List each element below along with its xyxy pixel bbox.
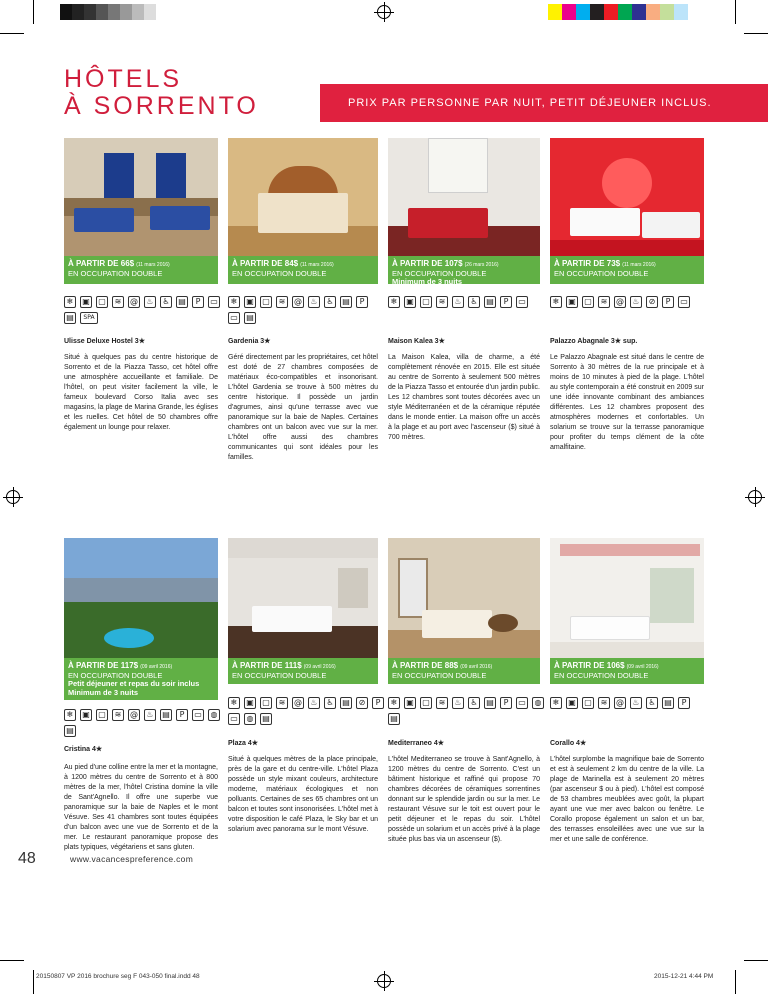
elevator-icon: ▤ [260, 713, 272, 725]
hotel-name: Mediterraneo 4★ [388, 740, 445, 747]
tv-icon: ▣ [566, 296, 578, 308]
safe-icon: ▢ [420, 697, 432, 709]
hotel-photo-ulisse [64, 138, 218, 256]
tv-icon: ▣ [244, 296, 256, 308]
hotel-photo-kalea [388, 138, 540, 256]
amenity-icons-cristina [64, 709, 220, 737]
safe-icon: ▢ [582, 697, 594, 709]
accessible-icon: ♿ [324, 697, 336, 709]
hotel-description: Situé à quelques pas du centre historique de Sorrento et de la Piazza Tasso, cet hôtel offre une atmosphère accueillante et familiale. De l'hôtel, on peut visiter facilement la ville, le fameux boulevard Corso Italia avec ses magasins, la plage de Marina Grande, les églises et les ruelles. Cet hôtel de 50 chambres offre également un lounge pour relaxer. [64, 354, 218, 431]
tv-icon: ▣ [404, 296, 416, 308]
crop-mark [0, 33, 24, 34]
accessible-icon: ♿ [646, 697, 658, 709]
hotel-photo-plaza [228, 538, 378, 658]
parking-icon: P [192, 296, 204, 308]
pool-icon: ♨ [630, 296, 642, 308]
wifi-icon: ≋ [276, 697, 288, 709]
no-smoking-icon: ⊘ [356, 697, 368, 709]
spa-icon: SPA [80, 312, 98, 324]
parking-icon: P [500, 697, 512, 709]
file-slug: 20150807 VP 2016 brochure seg F 043-050 final.indd 48 [36, 973, 200, 980]
elevator-icon: ▤ [176, 296, 188, 308]
air-conditioning-icon: ❄ [228, 296, 240, 308]
page-title: HÔTELS À SORRENTO [64, 65, 259, 120]
hotel-description: L'hôtel surplombe la magnifique baie de Sorrento et est à seulement 2 km du centre de la ville. La plage de Marinella est à seulement 20 mètres (par ascenseur $ ou à pied). L'hôtel est composé de 53 chambres meublées avec goût, la plupart ayant une vue mer avec balcon ou fenêtre. Le Corallo propose également un salon et un bar, des terrasses ensoleillées avec une vue sur la mer et une salle de conférence. [550, 756, 704, 843]
air-conditioning-icon: ❄ [550, 296, 562, 308]
wifi-icon: ≋ [112, 709, 124, 721]
hotel-description: La Maison Kalea, villa de charme, a été complètement rénovée en 2015. Elle est située au centre de Sorrento à seulement 500 mètres de la Piazza Tasso et entourée d'un jardin public. Les 12 chambres sont toutes décorées avec un style Méditerranéen et de la céramique réputée dans le monde entier. La maison offre un accès à la plage et au port avec l'ascenseur ($) situé à 700 mètres. [388, 354, 540, 441]
safe-icon: ▢ [260, 296, 272, 308]
bed-icon: ▭ [228, 713, 240, 725]
pool-icon: ♨ [308, 697, 320, 709]
safe-icon: ▢ [96, 296, 108, 308]
crop-mark [744, 33, 768, 34]
print-date: 2015-12-21 4:44 PM [654, 973, 714, 980]
internet-icon: @ [616, 698, 624, 707]
elevator-icon: ▤ [64, 312, 76, 324]
no-smoking-icon: ⊘ [646, 296, 658, 308]
hotel-description: Situé à quelques mètres de la place principale, près de la gare et du centre-ville. L'hôtel Plaza possède un style mixant couleurs, architecture moderne, matériaux écologiques et non polluants. Certaines de ses 65 chambres ont un balcon et toutes sont insonorisées. L'hôtel met à votre disposition le café Plaza, le Sky bar et un solarium avec panorama sur le mont Vésuve. [228, 756, 378, 833]
wifi-icon: ≋ [436, 296, 448, 308]
parking-icon: P [662, 296, 674, 308]
hotel-name: Maison Kalea 3★ [388, 338, 445, 345]
internet-icon: @ [616, 297, 624, 306]
amenity-icons-abagnale [550, 296, 706, 308]
air-conditioning-icon: ❄ [388, 296, 400, 308]
amenity-icons-plaza [228, 697, 384, 725]
safe-icon: ▢ [582, 296, 594, 308]
pool-icon: ♨ [452, 296, 464, 308]
bed-icon: ▭ [678, 296, 690, 308]
pool-icon: ♨ [630, 697, 642, 709]
crop-mark [735, 0, 736, 24]
hotel-name: Cristina 4★ [64, 746, 103, 753]
price-band-cristina: À PARTIR DE 117$ (09 avril 2016) EN OCCUPATION DOUBLE Petit déjeuner et repas du soir inclus Minimum de 3 nuits [64, 658, 218, 700]
price-banner: PRIX PAR PERSONNE PAR NUIT, PETIT DÉJEUNER INCLUS. [320, 84, 768, 122]
crop-mark [0, 960, 24, 961]
hotel-name: Ulisse Deluxe Hostel 3★ [64, 338, 145, 345]
registration-mark [377, 974, 391, 988]
price-band-kalea: À PARTIR DE 107$ (26 mars 2016) EN OCCUPATION DOUBLE Minimum de 3 nuits [388, 256, 540, 284]
parking-icon: P [678, 697, 690, 709]
internet-icon: @ [294, 297, 302, 306]
pool-icon: ♨ [452, 697, 464, 709]
elevator-icon: ▤ [484, 697, 496, 709]
safe-icon: ▢ [420, 296, 432, 308]
amenity-icons-kalea [388, 296, 544, 308]
wifi-icon: ≋ [276, 296, 288, 308]
accessible-icon: ♿ [324, 296, 336, 308]
accessible-icon: ♿ [468, 296, 480, 308]
elevator-icon: ▤ [160, 709, 172, 721]
air-conditioning-icon: ❄ [228, 697, 240, 709]
hotel-photo-mediterraneo [388, 538, 540, 658]
parking-icon: P [176, 709, 188, 721]
price-band-gardenia: À PARTIR DE 84$ (11 mars 2016) EN OCCUPATION DOUBLE [228, 256, 378, 284]
elevator-icon: ▤ [340, 697, 352, 709]
registration-mark [748, 490, 762, 504]
wifi-icon: ≋ [112, 296, 124, 308]
safe-icon: ▢ [260, 697, 272, 709]
tv-icon: ▣ [80, 709, 92, 721]
parking-icon: P [500, 296, 512, 308]
tv-icon: ▣ [244, 697, 256, 709]
hotel-photo-corallo [550, 538, 704, 658]
pool-icon: ♨ [308, 296, 320, 308]
crop-mark [33, 0, 34, 24]
bed-icon: ▭ [228, 312, 240, 324]
internet-icon: @ [130, 710, 138, 719]
pet-icon: ◍ [244, 713, 256, 725]
price-band-plaza: À PARTIR DE 111$ (09 avril 2016) EN OCCUPATION DOUBLE [228, 658, 378, 684]
hotel-description: L'hôtel Mediterraneo se trouve à Sant'Agnello, à 1200 mètres du centre de Sorrento. C'est un bâtiment historique et raffiné qui propose 70 chambres décorées de céramiques sorrentines donnant sur le splendide jardin ou sur la mer. Le restaurant Vésuve sur le toit est ouvert pour le petit déjeuner et le repas du soir. L'hôtel possède un solarium et un accès privé à la plage située plus bas via un ascenseur ($). [388, 756, 540, 843]
amenity-icons-ulisse [64, 296, 224, 324]
bed-icon: ▭ [516, 697, 528, 709]
page-number: 48 [18, 850, 36, 867]
hotel-photo-cristina [64, 538, 218, 658]
air-conditioning-icon: ❄ [550, 697, 562, 709]
wifi-icon: ≋ [598, 697, 610, 709]
price-band-corallo: À PARTIR DE 106$ (09 avril 2016) EN OCCUPATION DOUBLE [550, 658, 704, 684]
accessible-icon: ♿ [468, 697, 480, 709]
registration-mark [6, 490, 20, 504]
website-link[interactable]: www.vacancespreference.com [70, 854, 194, 864]
air-conditioning-icon: ❄ [64, 296, 76, 308]
hotel-photo-abagnale [550, 138, 704, 256]
crop-mark [735, 970, 736, 994]
bed-icon: ▭ [516, 296, 528, 308]
hotel-name: Gardenia 3★ [228, 338, 271, 345]
hotel-description: Au pied d'une colline entre la mer et la montagne, à 1200 mètres du centre de Sorrento et à 800 mètres de la mer, l'hôtel Cristina domine la ville de Sant'Agnello. Il offre une superbe vue panoramique sur la baie de Naples et le mont Vésuve. Ses 41 chambres sont toutes équipées d'un balcon avec une vue de Sorrento et de la mer. Le restaurant panoramique propose des plats typiques, végétariens et sans gluten. [64, 764, 218, 851]
elevator-icon: ▤ [340, 296, 352, 308]
elevator-icon: ▤ [388, 713, 400, 725]
elevator-icon: ▤ [484, 296, 496, 308]
elevator-icon: ▤ [64, 725, 76, 737]
pool-icon: ♨ [144, 296, 156, 308]
hotel-name: Palazzo Abagnale 3★ sup. [550, 338, 638, 345]
pool-icon: ♨ [144, 709, 156, 721]
internet-icon: @ [130, 297, 138, 306]
hotel-description: Le Palazzo Abagnale est situé dans le centre de Sorrento à 30 mètres de la rue principale et à moins de 10 minutes à pied de la plage. L'hôtel au style contemporain a été construit en 2009 sur une idée innovante combinant des ambiances différentes. Les 12 chambres proposent des atmosphères modernes et confortables. Un solarium se trouve sur la terrasse panoramique pour profiter du temps clément de la côte amalfitaine. [550, 354, 704, 451]
price-band-ulisse: À PARTIR DE 66$ (11 mars 2016) EN OCCUPATION DOUBLE [64, 256, 218, 284]
bed-icon: ▭ [208, 296, 220, 308]
pet-icon: ◍ [532, 697, 544, 709]
crop-mark [33, 970, 34, 994]
pet-icon: ◍ [208, 709, 220, 721]
air-conditioning-icon: ❄ [64, 709, 76, 721]
internet-icon: @ [294, 698, 302, 707]
hotel-name: Corallo 4★ [550, 740, 587, 747]
wifi-icon: ≋ [598, 296, 610, 308]
elevator-icon: ▤ [662, 697, 674, 709]
price-band-mediterraneo: À PARTIR DE 88$ (09 avril 2016) EN OCCUPATION DOUBLE [388, 658, 540, 684]
tv-icon: ▣ [80, 296, 92, 308]
crop-mark [744, 960, 768, 961]
tv-icon: ▣ [404, 697, 416, 709]
parking-icon: P [356, 296, 368, 308]
amenity-icons-corallo [550, 697, 706, 709]
hotel-description: Géré directement par les propriétaires, cet hôtel est doté de 27 chambres composées de matériaux éco-compatibles et insonorisant. L'hôtel Gardenia se trouve à 500 mètres du centre historique. Il possède un jardin d'agrumes, ainsi qu'une terrasse avec vue panoramique sur la baie de Naples. Certaines chambres ont un balcon avec vue sur la mer. L'hôtel offre aussi des chambres communicantes qui sont idéales pour les familles. [228, 354, 378, 461]
hotel-name: Plaza 4★ [228, 740, 259, 747]
amenity-icons-mediterraneo [388, 697, 544, 725]
wifi-icon: ≋ [436, 697, 448, 709]
parking-icon: P [372, 697, 384, 709]
registration-mark [377, 5, 391, 19]
tv-icon: ▣ [566, 697, 578, 709]
amenity-icons-gardenia [228, 296, 378, 324]
bed-icon: ▭ [192, 709, 204, 721]
air-conditioning-icon: ❄ [388, 697, 400, 709]
elevator-icon: ▤ [244, 312, 256, 324]
accessible-icon: ♿ [160, 296, 172, 308]
safe-icon: ▢ [96, 709, 108, 721]
hotel-photo-gardenia [228, 138, 378, 256]
price-band-abagnale: À PARTIR DE 73$ (11 mars 2016) EN OCCUPATION DOUBLE [550, 256, 704, 284]
